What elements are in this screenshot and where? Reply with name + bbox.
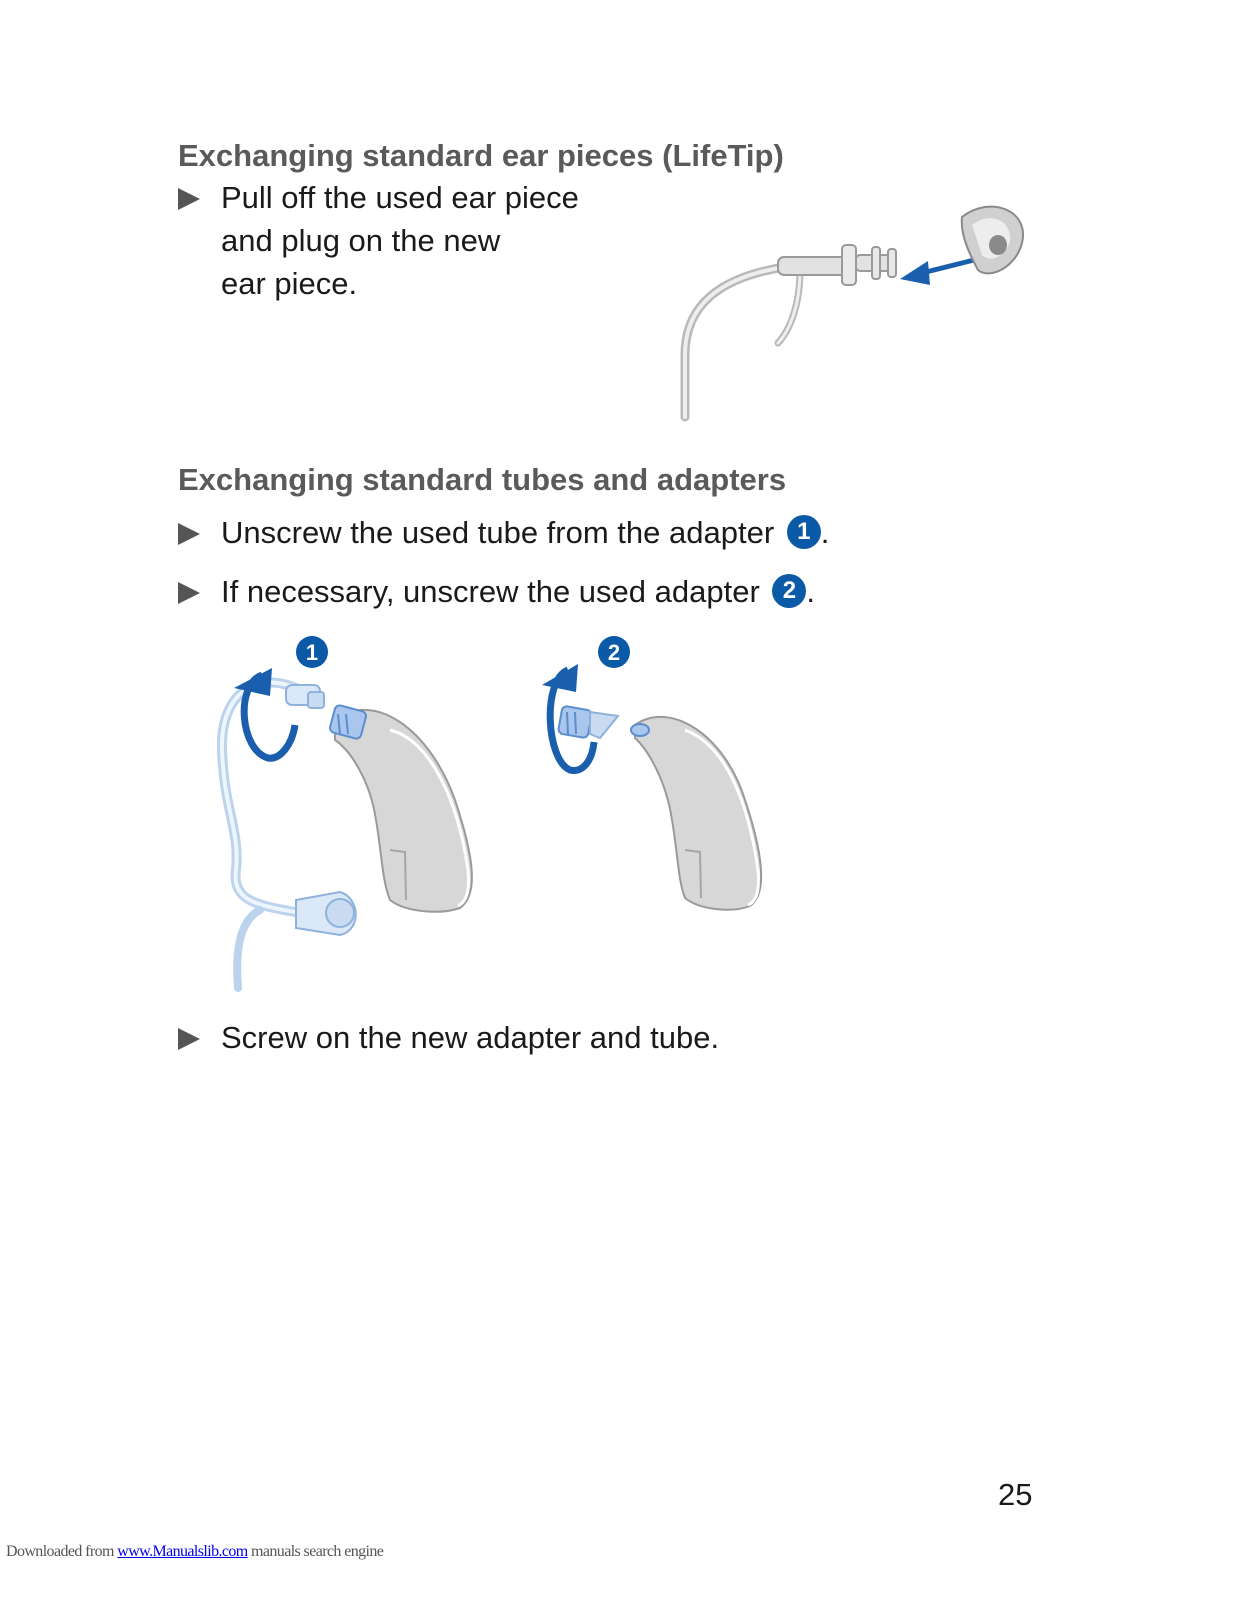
- bullet-triangle-icon: [178, 1028, 200, 1050]
- adapter-icon: [558, 706, 618, 739]
- ear-piece-illustration: [660, 185, 1040, 425]
- step-unscrew-adapter: [178, 570, 815, 613]
- arrow-left-icon: [900, 259, 978, 285]
- section-heading-tubes-adapters: Exchanging standard tubes and adapters: [178, 462, 787, 497]
- hearing-aid-icon: [329, 704, 472, 911]
- step-pull-off-ear-piece: [178, 176, 579, 305]
- number-badge-1-icon: [296, 636, 328, 668]
- bullet-triangle-icon: [178, 188, 200, 210]
- step-number-badge-1: 1: [787, 515, 821, 549]
- step-number-badge-2: 2: [772, 574, 806, 608]
- section-heading-ear-pieces: Exchanging standard ear pieces (LifeTip): [178, 138, 784, 173]
- manualslib-link[interactable]: www.Manualslib.com: [117, 1543, 248, 1560]
- step-text: Unscrew the used tube from the adapter: [221, 515, 775, 550]
- step-text: Pull off the used ear piece and plug on the new ear piece.: [221, 180, 579, 301]
- footer: [6, 1543, 383, 1561]
- number-badge-2-icon: [598, 636, 630, 668]
- footer-suffix: manuals search engine: [247, 1543, 384, 1560]
- figure-badge-label: 2: [607, 640, 621, 665]
- step-text: If necessary, unscrew the used adapter: [221, 574, 760, 609]
- figure-badge-label: 1: [305, 640, 319, 665]
- unscrew-adapter-illustration: [520, 630, 780, 930]
- tube-icon: [685, 245, 896, 417]
- step-screw-on-new: [178, 1016, 719, 1059]
- footer-prefix: Downloaded from: [6, 1543, 118, 1560]
- step-suffix: .: [820, 515, 830, 550]
- page-number: 25: [998, 1477, 1033, 1512]
- bullet-triangle-icon: [178, 582, 200, 604]
- hearing-aid-icon: [631, 717, 761, 910]
- bullet-triangle-icon: [178, 523, 200, 545]
- unscrew-tube-illustration: [200, 630, 500, 1000]
- step-suffix: .: [806, 574, 816, 609]
- ear-dome-icon: [962, 207, 1023, 274]
- step-text: Screw on the new adapter and tube.: [221, 1020, 720, 1055]
- step-unscrew-tube: [178, 511, 829, 554]
